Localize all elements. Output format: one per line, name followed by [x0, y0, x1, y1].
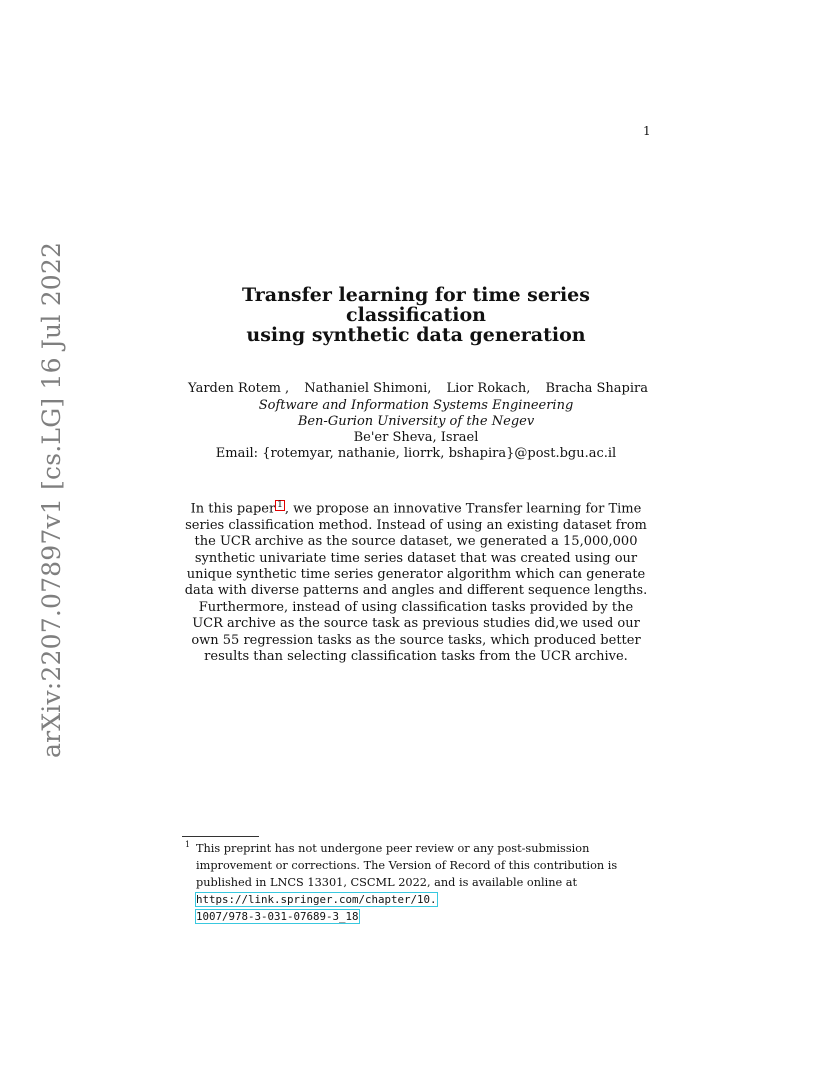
- footnote-reference-link[interactable]: 1: [277, 500, 283, 510]
- footnote-mark: 1: [185, 840, 191, 849]
- page-number: 1: [643, 124, 651, 138]
- author-name: Yarden Rotem ,: [188, 381, 290, 396]
- footnote-url-link-continued[interactable]: 1007/978-3-031-07689-3_18: [196, 910, 359, 923]
- location: Be'er Sheva, Israel: [353, 430, 479, 445]
- university: Ben-Gurion University of the Negev: [297, 414, 535, 429]
- title-line-1: Transfer learning for time series classification: [242, 284, 590, 326]
- arxiv-identifier-stamp[interactable]: arXiv:2207.07897v1 [cs.LG] 16 Jul 2022: [37, 241, 66, 758]
- author-name: Lior Rokach,: [446, 381, 531, 396]
- title-line-2: using synthetic data generation: [246, 324, 586, 346]
- footnote-text: This preprint has not undergone peer review or any post-submission improvement or corrections. The Version of Record of this contribution is published in LNCS 13301, CSCML 2022, and is available online at: [196, 842, 618, 889]
- paper-title: [180, 285, 652, 345]
- abstract-body: , we propose an innovative Transfer learning for Time series classification method. Instead of using an existing dataset from the UCR archive as the source dataset, we generated a 15,000,000 synthetic univariate time series dataset that was created using our unique synthetic time series generator algorithm which can generate data with diverse patterns and angles and different sequence lengths. Furthermore, instead of using classification tasks provided by the UCR archive as the source task as previous studies did,we used our own 55 regression tasks as the source tasks, which produced better results than selecting classification tasks from the UCR archive.: [184, 501, 648, 664]
- department: Software and Information Systems Engineering: [258, 398, 574, 413]
- author-name: Nathaniel Shimoni,: [304, 381, 432, 396]
- author-name: Bracha Shapira: [545, 381, 648, 396]
- abstract-lead: In this paper: [190, 501, 276, 517]
- footnote-url-link[interactable]: https://link.springer.com/chapter/10.: [196, 893, 437, 906]
- email-line: Email: {rotemyar, nathanie, liorrk, bshapira}@post.bgu.ac.il: [215, 446, 617, 461]
- author-list: [188, 381, 648, 396]
- footnote-divider: [182, 836, 259, 837]
- abstract-paragraph: [184, 500, 648, 665]
- affiliation-block: [180, 398, 652, 462]
- footnote: [182, 840, 652, 925]
